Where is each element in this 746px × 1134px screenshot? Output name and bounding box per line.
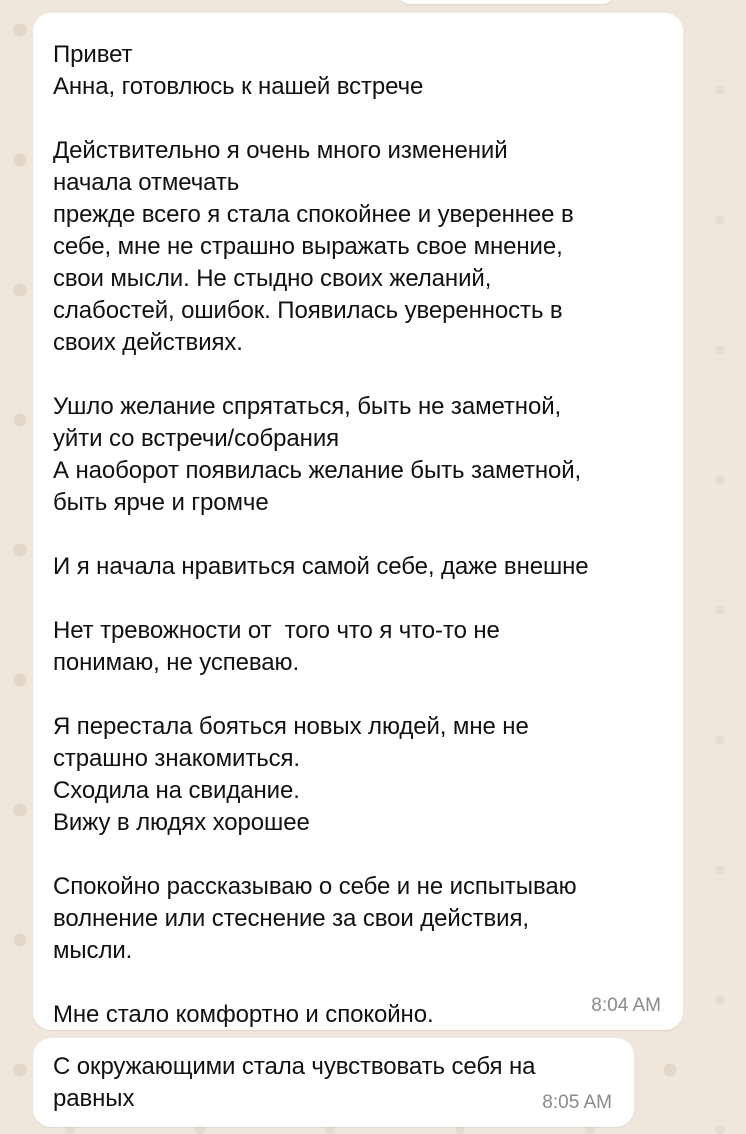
message-blank-line — [53, 679, 663, 711]
message-line: начала отмечать — [53, 169, 240, 196]
message-text — [53, 1051, 614, 1115]
message-bubble[interactable] — [33, 1038, 634, 1127]
message-timestamp: 8:05 AM — [542, 1092, 612, 1113]
message-line: Спокойно рассказываю о себе и не испытываю — [53, 873, 577, 900]
message-line: волнение или стеснение за свои действия, — [53, 905, 529, 932]
message-line: Действительно я очень много изменений — [53, 137, 508, 164]
message-line: свои мысли. Не стыдно своих желаний, — [53, 265, 492, 292]
message-blank-line — [53, 103, 663, 135]
message-blank-line — [53, 519, 663, 551]
message-line: А наоборот появилась желание быть заметной, — [53, 457, 582, 484]
message-blank-line — [53, 967, 663, 999]
previous-message-bubble[interactable] — [400, 0, 612, 4]
message-line: Мне стало комфортно и спокойно. — [53, 1001, 434, 1028]
message-line: своих действиях. — [53, 329, 243, 356]
message-line: уйти со встречи/собрания — [53, 425, 340, 452]
message-line: Я перестала бояться новых людей, мне не — [53, 713, 529, 740]
message-line: Анна, готовлюсь к нашей встрече — [53, 73, 424, 100]
message-line: И я начала нравиться самой себе, даже внешне — [53, 553, 589, 580]
message-line: Привет — [53, 41, 133, 68]
message-bubble[interactable] — [33, 13, 683, 1030]
message-line: Ушло желание спрятаться, быть не заметной, — [53, 393, 562, 420]
message-line: прежде всего я стала спокойнее и увереннее в — [53, 201, 574, 228]
message-text — [53, 39, 663, 1031]
message-line: понимаю, не успеваю. — [53, 649, 300, 676]
message-blank-line — [53, 839, 663, 871]
message-blank-line — [53, 359, 663, 391]
message-line: слабостей, ошибок. Появилась уверенность в — [53, 297, 563, 324]
message-line: себе, мне не страшно выражать свое мнение, — [53, 233, 563, 260]
message-line: Нет тревожности от того что я что-то не — [53, 617, 500, 644]
message-line: быть ярче и громче — [53, 489, 269, 516]
message-line: Сходила на свидание. — [53, 777, 300, 804]
message-timestamp: 8:04 AM — [591, 995, 661, 1016]
message-line: мысли. — [53, 937, 133, 964]
message-line: равных — [53, 1085, 135, 1112]
message-line: С окружающими стала чувствовать себя на — [53, 1053, 536, 1080]
message-line: Вижу в людях хорошее — [53, 809, 310, 836]
message-line: страшно знакомиться. — [53, 745, 301, 772]
message-blank-line — [53, 583, 663, 615]
